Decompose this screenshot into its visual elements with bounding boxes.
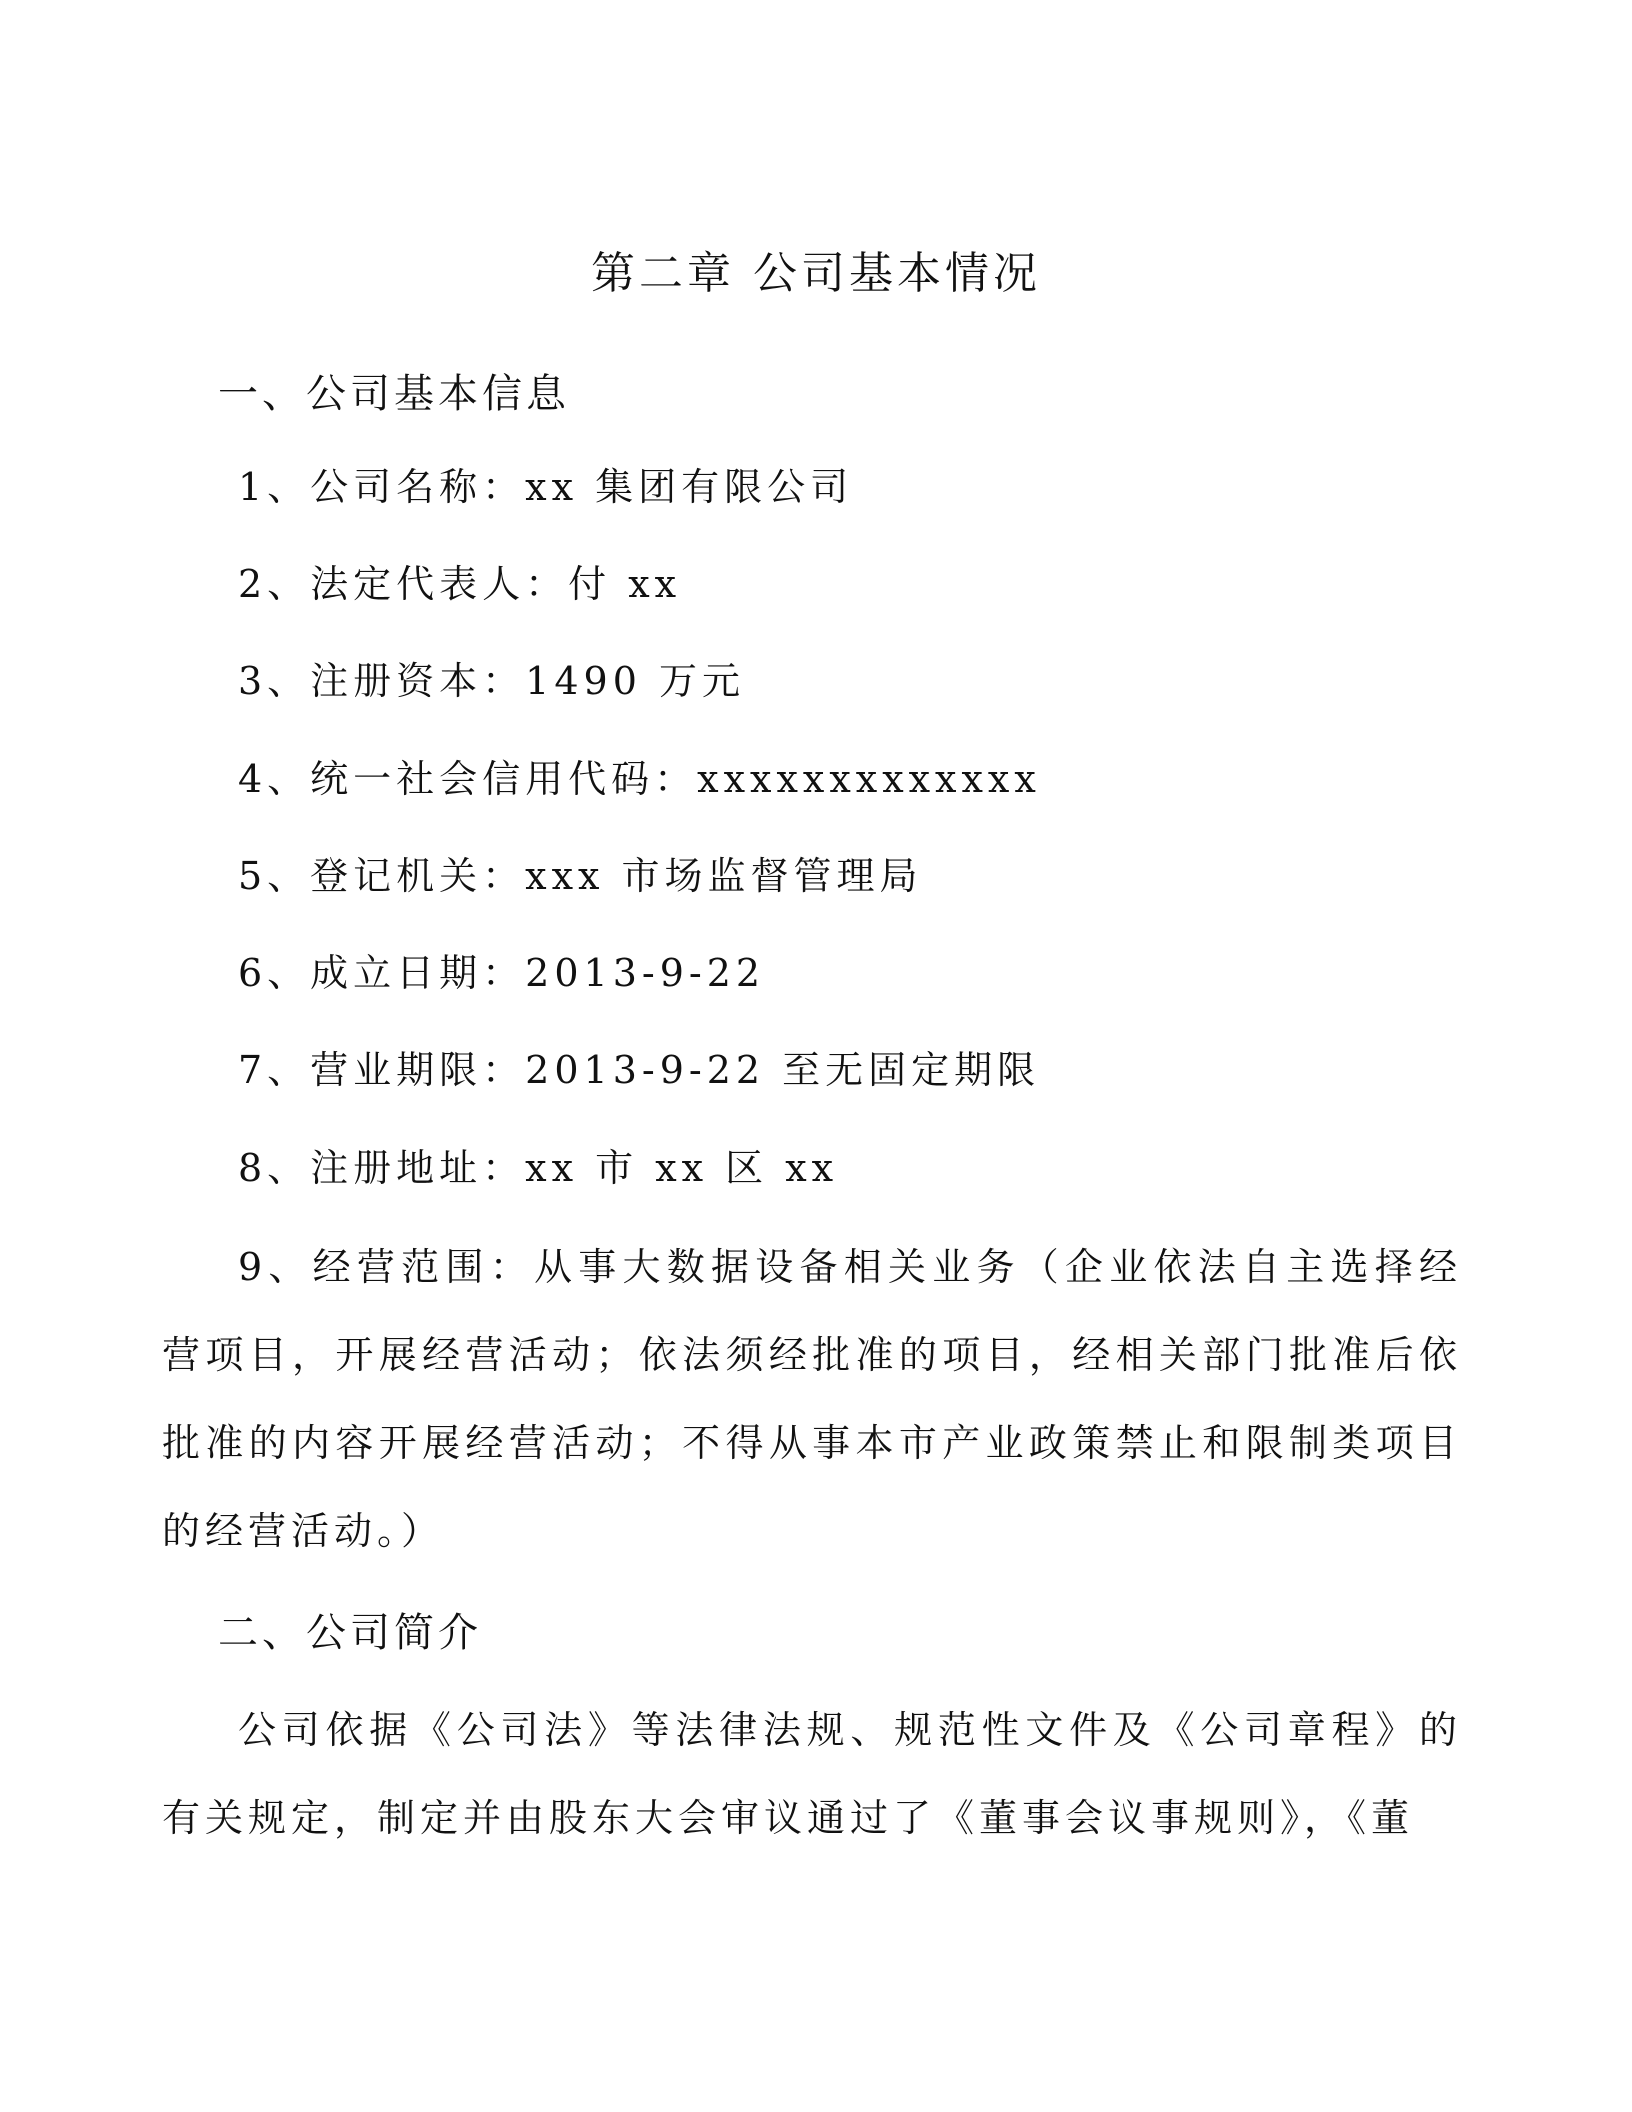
info-item-establishment-date: 6、成立日期：2013-9-22: [238, 951, 766, 995]
info-item-business-scope: 9、经营范围：从事大数据设备相关业务（企业依法自主选择经营项目，开展经营活动；依法须经批准的项目，经相关部门批准后依批准的内容开展经营活动；不得从事本市产业政策禁止和限制类项目的经营活动。）: [162, 1245, 1462, 1553]
info-item-credit-code: 4、统一社会信用代码：xxxxxxxxxxxxx: [238, 757, 1041, 801]
info-item-business-term: 7、营业期限：2013-9-22 至无固定期限: [238, 1048, 1041, 1092]
info-item-registered-address: 8、注册地址：xx 市 xx 区 xx: [238, 1146, 839, 1190]
info-item-registered-capital: 3、注册资本：1490 万元: [238, 659, 745, 703]
section-heading-company-profile: 二、公司简介: [218, 1610, 482, 1656]
company-profile-paragraph: 公司依据《公司法》等法律法规、规范性文件及《公司章程》的有关规定，制定并由股东大会审议通过了《董事会议事规则》，《董: [162, 1708, 1462, 1840]
info-item-legal-representative: 2、法定代表人：付 xx: [238, 562, 682, 606]
section-heading-basic-info: 一、公司基本信息: [218, 371, 570, 417]
info-item-registration-authority: 5、登记机关：xxx 市场监督管理局: [238, 854, 923, 898]
chapter-title: 第二章 公司基本情况: [591, 248, 1041, 299]
info-item-company-name: 1、公司名称：xx 集团有限公司: [238, 465, 854, 509]
